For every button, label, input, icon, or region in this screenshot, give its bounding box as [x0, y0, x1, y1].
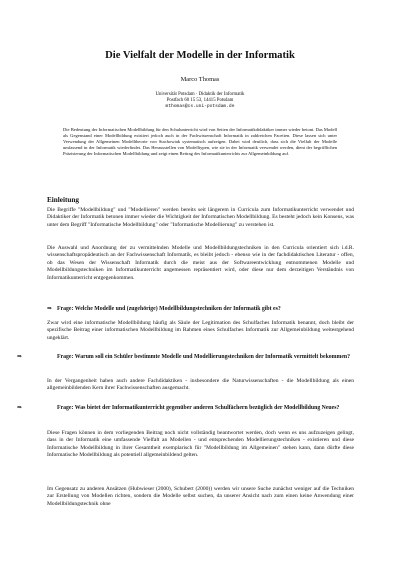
paragraph: In der Vergangenheit haben auch andere Fachdidaktiken - insbesondere die Naturwissenschaften - die Modellbildung als einen allgemeinbildenden Kern ihrer Fachwissenschaften ausgemacht.: [47, 378, 354, 392]
research-question: [17, 354, 354, 362]
research-question: [47, 306, 354, 314]
arrow-icon: ⇒: [47, 306, 52, 312]
paragraph: Die Auswahl und Anordnung der zu vermittelnden Modelle und Modellbildungstechniken in den Curricula orientiert sich i.d.R. wissenschaftspropädeutisch an der Fachwissenschaft Informatik, es bleibt jedoch - ebenso wie in der fachdidaktischen Literatur - offen, ob das Wesen der Wissenschaft Informatik durch die meist aus der Softwareentwicklung entnommenen Modelle und Modellbildungstechniken im Informatikunterricht angemessen repräsentiert wird, oder diese nur dem derzeitigen Verständnis von Informatikunterricht entgegenkommen.: [47, 245, 354, 281]
arrow-icon: ⇒: [17, 354, 22, 360]
affiliation-line: Universität Potsdam · Didaktik der Informatik: [155, 92, 245, 97]
email-address: mthomas@cs.uni-potsdam.de: [165, 104, 235, 109]
paragraph: Die Begriffe "Modellbildung" und "Modellieren" werden bereits seit längerem in Curricula zum Informatikunterricht verwendet und Didaktiker der Informatik betonen immer wieder die Wichtigkeit der Informatischen Modellbildung. Es besteht jedoch kein Konsens, was unter dem Begriff "Informatische Modellbildung" oder "Informatische Modellierung" zu verstehen ist.: [47, 207, 354, 228]
question-text: Frage: Warum soll ein Schüler bestimmte Modelle und Modellierungstechniken der Informatik vermittelt bekommen?: [57, 354, 351, 360]
abstract: Die Bedeutung der Informatischen Modellbildung für den Schulunterricht wird von Seiten der Informatikdidaktiker immer wieder betont. Das Modell als Gegenstand einer Modellbildung existiert jedoch auch in der Fachwissenschaft Informatik in zahlreichen Facetten. Diese lassen sich unter Verwendung der Allgemeinen Modelltheorie von Stachowiak systematisch aufzeigen. Dabei wird deutlich, dass sich die Vielfalt der Modelle umfassend in der Informatik wiederfindet. Das Herausstellen von Modelltypen, wie sie in der Informatik verwendet werden, dient der begrifflichen Präzisierung der Informatischen Modellbildung und zeigt einen Beitrag des Informatikunterrichts zur Allgemeinbildung auf.: [63, 127, 337, 157]
paragraph: Im Gegensatz zu anderen Ansätzen (Hubwieser (2000), Schubert (2000)) werden wir unsere Suche zunächst weniger auf die Techniken zur Erstellung von Modellen richten, sondern die Modelle selbst suchen, da unserer Ansicht nach zum einen keine Anwendung einer Modellbildungstechnik ohne: [47, 486, 354, 507]
question-text: Frage: Was bietet der Informatikunterricht gegenüber anderen Schulfächern bezüglich der Modellbildung Neues?: [57, 405, 340, 411]
paragraph: Zwar wird eine informatische Modellbildung häufig als Säule der Legitimation des Schulfaches Informatik benannt, doch bleibt der spezifische Beitrag einer informatischen Modellbildung im Rahmen eines Schulfaches Informatik zur Allgemeinbildung weitestgehend ungeklärt.: [47, 320, 354, 341]
paper-title: Die Vielfalt der Modelle in der Informatik: [105, 50, 295, 61]
paragraph: Diese Fragen können in dem vorliegenden Beitrag noch nicht vollständig beantwortet werden, doch wenn es uns aufzuzeigen gelingt, dass in der Informatik eine umfassende Vielfalt an Modellen - und entsprechenden Modellierungstechniken - existieren und diese Informatische Modellbildung in ihrer Gesamtheit exemplarisch für "Modellbildung im Allgemeinen" stehen kann, dann dürfte diese Informatische Modellbildung als potentiell allgemeinbildend gelten.: [47, 430, 354, 459]
question-text: Frage: Welche Modelle und (zugehörige) Modellbildungstechniken der Informatik gibt es?: [57, 306, 281, 312]
section-heading: Einleitung: [47, 196, 79, 204]
affiliation-block: [0, 92, 400, 110]
research-question: [17, 405, 354, 413]
address-line: Postfach 60 15 53, 14415 Potsdam: [166, 98, 234, 103]
author-name: Marco Thomas: [180, 76, 220, 83]
arrow-icon: ⇒: [17, 405, 22, 411]
